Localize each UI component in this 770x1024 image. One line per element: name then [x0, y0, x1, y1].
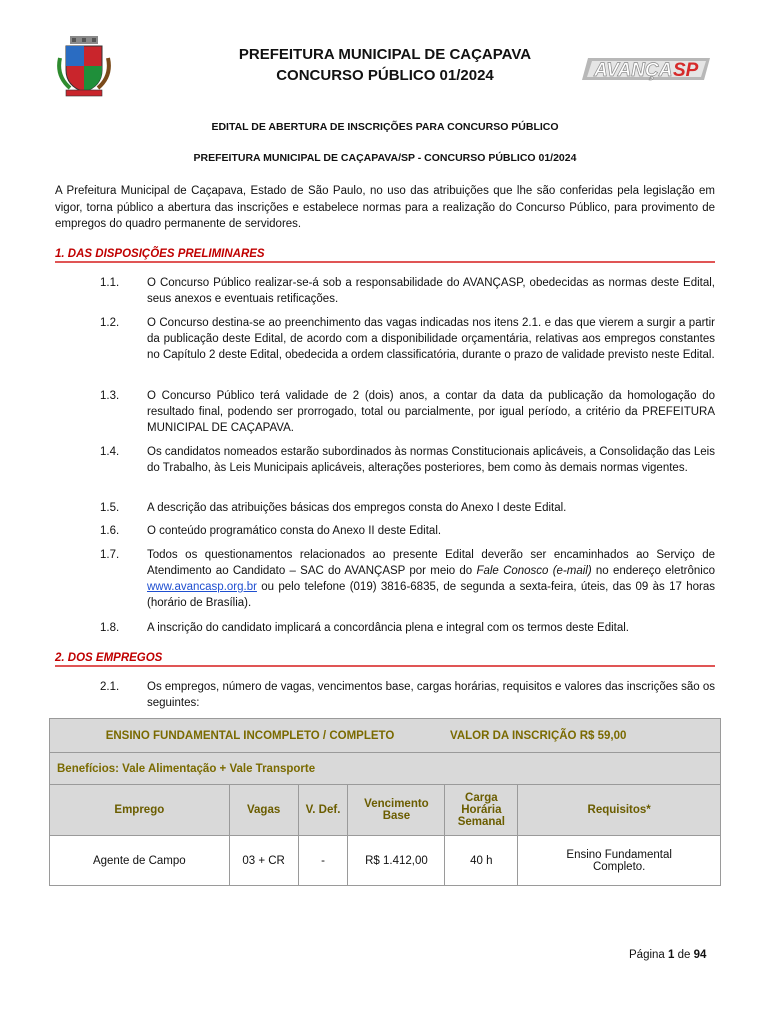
item-text: A inscrição do candidato implicará a concordância plena e integral com os termos deste Edital. — [147, 622, 629, 634]
benefits-label: Benefícios: Vale Alimentação + Vale Transporte — [57, 762, 316, 775]
col-header-vencimento-l1: Vencimento — [364, 798, 429, 810]
item-number: 1.6. — [100, 525, 120, 537]
col-header-carga-l3: Semanal — [457, 816, 505, 828]
col-header-vencimento — [348, 785, 445, 836]
table-benefits-row — [50, 753, 721, 785]
section-heading-1: 1. DAS DISPOSIÇÕES PRELIMINARES — [55, 248, 715, 263]
item-text: O conteúdo programático consta do Anexo II deste Edital. — [147, 525, 442, 537]
page-header — [0, 36, 770, 106]
cell-vagas: 03 + CR — [229, 836, 298, 886]
fee-label: VALOR DA INSCRIÇÃO R$ 59,00 — [450, 729, 627, 742]
item-text: O Concurso Público realizar-se-á sob a responsabilidade do AVANÇASP, obedecidas as normas deste Edital, seus anexos e eventuais retificações. — [147, 277, 715, 305]
item-number: 1.8. — [100, 622, 120, 634]
item-text: A descrição das atribuições básicas dos empregos consta do Anexo I deste Edital. — [147, 502, 567, 514]
page-number-mid: de — [674, 949, 694, 961]
item-number: 1.7. — [100, 549, 120, 561]
col-header-carga — [445, 785, 518, 836]
level-label: ENSINO FUNDAMENTAL INCOMPLETO / COMPLETO — [105, 729, 395, 742]
cell-vencimento: R$ 1.412,00 — [348, 836, 445, 886]
col-header-carga-l1: Carga — [465, 792, 498, 804]
table-row — [50, 836, 721, 886]
empregos-table — [49, 718, 721, 886]
col-header-emprego: Emprego — [50, 785, 230, 836]
intro-paragraph: A Prefeitura Municipal de Caçapava, Estado de São Paulo, no uso das atribuições que lhe são conferidas pela legislação em vigor, torna público a abertura das inscrições e estabelece normas para a realização do Concurso Público, para provimento de empregos do quadro permanente de servidores. — [55, 185, 715, 230]
table-level-row — [50, 719, 721, 753]
table-header-row — [50, 785, 721, 836]
col-header-carga-l2: Horária — [461, 804, 502, 816]
cell-vdef: - — [298, 836, 348, 886]
item-number: 1.2. — [100, 317, 120, 329]
cell-emprego: Agente de Campo — [50, 836, 230, 886]
col-header-requisitos: Requisitos* — [518, 785, 721, 836]
svg-text:AVANÇA: AVANÇA — [594, 60, 673, 81]
website-link[interactable]: www.avancasp.org.br — [147, 581, 257, 593]
cell-requisitos-l2: Completo. — [592, 860, 646, 873]
item-text: O Concurso destina-se ao preenchimento das vagas indicadas nos itens 2.1. e das que vierem a surgir a partir da publicação deste Edital, de acordo com a disponibilidade orçamentária, relativas aos empregos constantes no Capítulo 2 deste Edital, obedecida a ordem classificatória, durante o prazo de validade previsto neste Edital. — [147, 317, 715, 361]
svg-text:SP: SP — [673, 60, 699, 81]
section-heading-2: 2. DOS EMPREGOS — [55, 652, 715, 667]
page-current: 1 — [668, 949, 675, 961]
avancasp-logo — [582, 54, 714, 84]
item-text-part: no endereço eletrônico — [591, 565, 716, 577]
concurso-subtitle: PREFEITURA MUNICIPAL DE CAÇAPAVA/SP - CONCURSO PÚBLICO 01/2024 — [193, 152, 577, 164]
item-number: 1.5. — [100, 502, 120, 514]
cell-requisitos-l1: Ensino Fundamental — [566, 848, 672, 861]
page-number-prefix: Página — [629, 949, 669, 961]
item-number: 1.1. — [100, 277, 120, 289]
cell-carga: 40 h — [445, 836, 518, 886]
fale-conosco-text: Fale Conosco (e-mail) — [476, 565, 592, 577]
municipal-crest-icon — [56, 36, 112, 98]
edital-subtitle: EDITAL DE ABERTURA DE INSCRIÇÕES PARA CONCURSO PÚBLICO — [211, 121, 559, 133]
item-text-part: ou pelo telefone (019) 3816-6835, de segunda a sexta-feira, úteis, das 09 às 17 horas (horário de Brasília). — [147, 581, 715, 609]
page-total: 94 — [693, 949, 707, 961]
item-number: 2.1. — [100, 681, 120, 693]
item-text: Os candidatos nomeados estarão subordinados às normas Constitucionais aplicáveis, a Consolidação das Leis do Trabalho, às Leis Municipais aplicáveis, alterações posteriores, bem como às demais normas vigentes. — [147, 446, 715, 474]
header-title-line2: CONCURSO PÚBLICO 01/2024 — [276, 67, 494, 84]
item-text — [147, 547, 715, 611]
header-title — [190, 44, 580, 86]
item-text: Os empregos, número de vagas, vencimentos base, cargas horárias, requisitos e valores das inscrições são os seguintes: — [147, 681, 715, 709]
benefits-cell — [50, 753, 721, 785]
col-header-vagas: Vagas — [229, 785, 298, 836]
item-number: 1.3. — [100, 390, 120, 402]
page-number — [629, 949, 706, 961]
item-text-part: Todos os questionamentos relacionados ao presente Edital deverão ser encaminhados ao Serviço de Atendimento ao Candidato – SAC do AVANÇASP por meio do — [147, 549, 715, 577]
cell-requisitos — [518, 836, 721, 886]
col-header-vencimento-l2: Base — [382, 810, 411, 822]
item-text: O Concurso Público terá validade de 2 (dois) anos, a contar da data da publicação da homologação do resultado final, podendo ser prorrogado, total ou parcialmente, por igual período, a critério da PREFEITURA MUNICIPAL DE CAÇAPAVA. — [147, 390, 715, 434]
item-number: 1.4. — [100, 446, 120, 458]
header-title-line1: PREFEITURA MUNICIPAL DE CAÇAPAVA — [238, 46, 532, 63]
col-header-vdef: V. Def. — [298, 785, 348, 836]
level-fee-cell — [50, 719, 721, 753]
